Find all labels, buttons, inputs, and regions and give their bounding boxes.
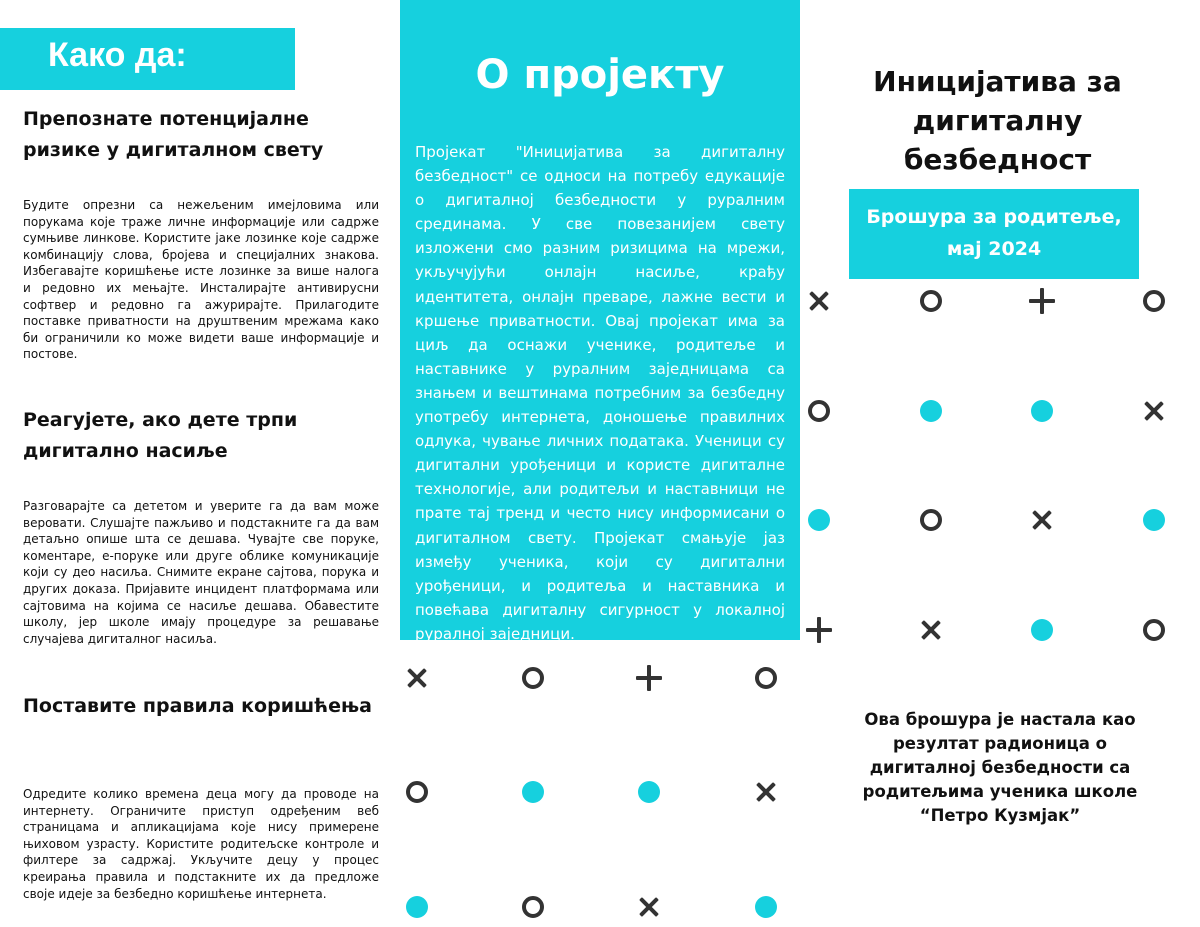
brochure-subtitle: Брошура за родитеље, мај 2024: [866, 206, 1122, 260]
dot-icon: [1143, 509, 1165, 531]
dot-icon: [1031, 400, 1053, 422]
cross-icon: [405, 666, 429, 690]
cross-icon: [919, 618, 943, 642]
dot-icon: [920, 400, 942, 422]
cross-icon: [754, 780, 778, 804]
cross-icon: [1142, 399, 1166, 423]
ring-icon: [808, 400, 830, 422]
how-to-header-box: [0, 28, 295, 90]
ring-icon: [920, 290, 942, 312]
ring-icon: [1143, 619, 1165, 641]
brochure-main-title: Иницијатива за дигиталну безбедност: [873, 65, 1122, 176]
about-project-panel: [400, 0, 800, 643]
section-body-rules: Одредите колико времена деца могу да проводе на интернету. Ограничите приступ одређеним веб страницама и апликацијама које нису примерене њиховом узрасту. Користите родитељске контроле и филтере за садржај. Укључите децу у процес креирања правила и подстакните их да предложе своје идеје за безбедно коришћење интернета.: [23, 787, 379, 901]
cross-icon: [807, 289, 831, 313]
cross-icon: [637, 895, 661, 919]
plus-icon: [807, 618, 831, 642]
ring-icon: [1143, 290, 1165, 312]
section-heading-risks: Препознате потенцијалне ризике у дигиталном свету: [23, 108, 324, 161]
about-project-body: Пројекат "Иницијатива за дигиталну безбедност" се односи на потребу едукације о дигиталној безбедности у руралним срединама. У све повезанијем свету изложени смо разним ризицима на мрежи, укључујући онлајн насиље, крађу идентитета, онлајн преваре, лажне вести и кршење приватности. Овај пројекат има за циљ да оснажи ученике, родитеље и наставнике у руралним заједницама са знањем и вештинама потребним за безбедну употребу интернета, доношење правилних одлука, чување личних података. Ученици су дигитални урођеници и користе дигиталне технологије, али родитељи и наставници не прате тај тренд и често нису информисани о дигиталном свету. Пројекат смањује јаз између ученика, који су дигитални урођеници, и родитеља и наставника и повећава дигиталну сигурност у локалној руралној заједници.: [415, 143, 785, 643]
brochure-subtitle-box: [849, 189, 1139, 279]
section-heading-rules: Поставите правила коришћења: [23, 695, 373, 717]
plus-icon: [1030, 289, 1054, 313]
dot-icon: [1031, 619, 1053, 641]
section-body-react: Разговарајте са дететом и уверите га да вам може веровати. Слушајте пажљиво и подстакните га да вам детаљно опише шта се дешава. Чувајте све поруке, коментаре, е-поруке или друге облике комуникације који су део насиља. Снимите екране сајтова, порука и других доказа. Пријавите инцидент платформама или сајтовима на којима се насиље дешава. Обавестите школу, јер школе имају процедуре за решавање случајева дигиталног насиља.: [23, 499, 379, 646]
dot-icon: [808, 509, 830, 531]
ring-icon: [522, 667, 544, 689]
about-project-title: О пројекту: [475, 52, 725, 98]
brochure-footer-note: Ова брошура је настала као резултат радионица о дигиталној безбедности са родитељима ученика школе “Петро Кузмјак”: [862, 710, 1138, 825]
ring-icon: [755, 667, 777, 689]
ring-icon: [522, 896, 544, 918]
dot-icon: [522, 781, 544, 803]
dot-icon: [755, 896, 777, 918]
plus-icon: [637, 666, 661, 690]
section-heading-react: Реагујете, ако дете трпи дигитално насиље: [23, 409, 298, 462]
cross-icon: [1030, 508, 1054, 532]
section-body-risks: Будите опрезни са нежељеним имејловима или порукама које траже личне информације или садрже сумњиве линкове. Користите јаке лозинке које садрже комбинацију слова, бројева и специјалних знакова. Избегавајте коришћење исте лозинке за више налога и редовно их мењајте. Инсталирајте антивирусни софтвер и редовно га ажурирајте. Прилагодите поставке приватности на друштвеним мрежама како би ограничили ко може видети ваше информације и постове.: [23, 198, 379, 362]
ring-icon: [920, 509, 942, 531]
dot-icon: [406, 896, 428, 918]
dot-icon: [638, 781, 660, 803]
ring-icon: [406, 781, 428, 803]
how-to-title: Како да:: [48, 36, 187, 74]
